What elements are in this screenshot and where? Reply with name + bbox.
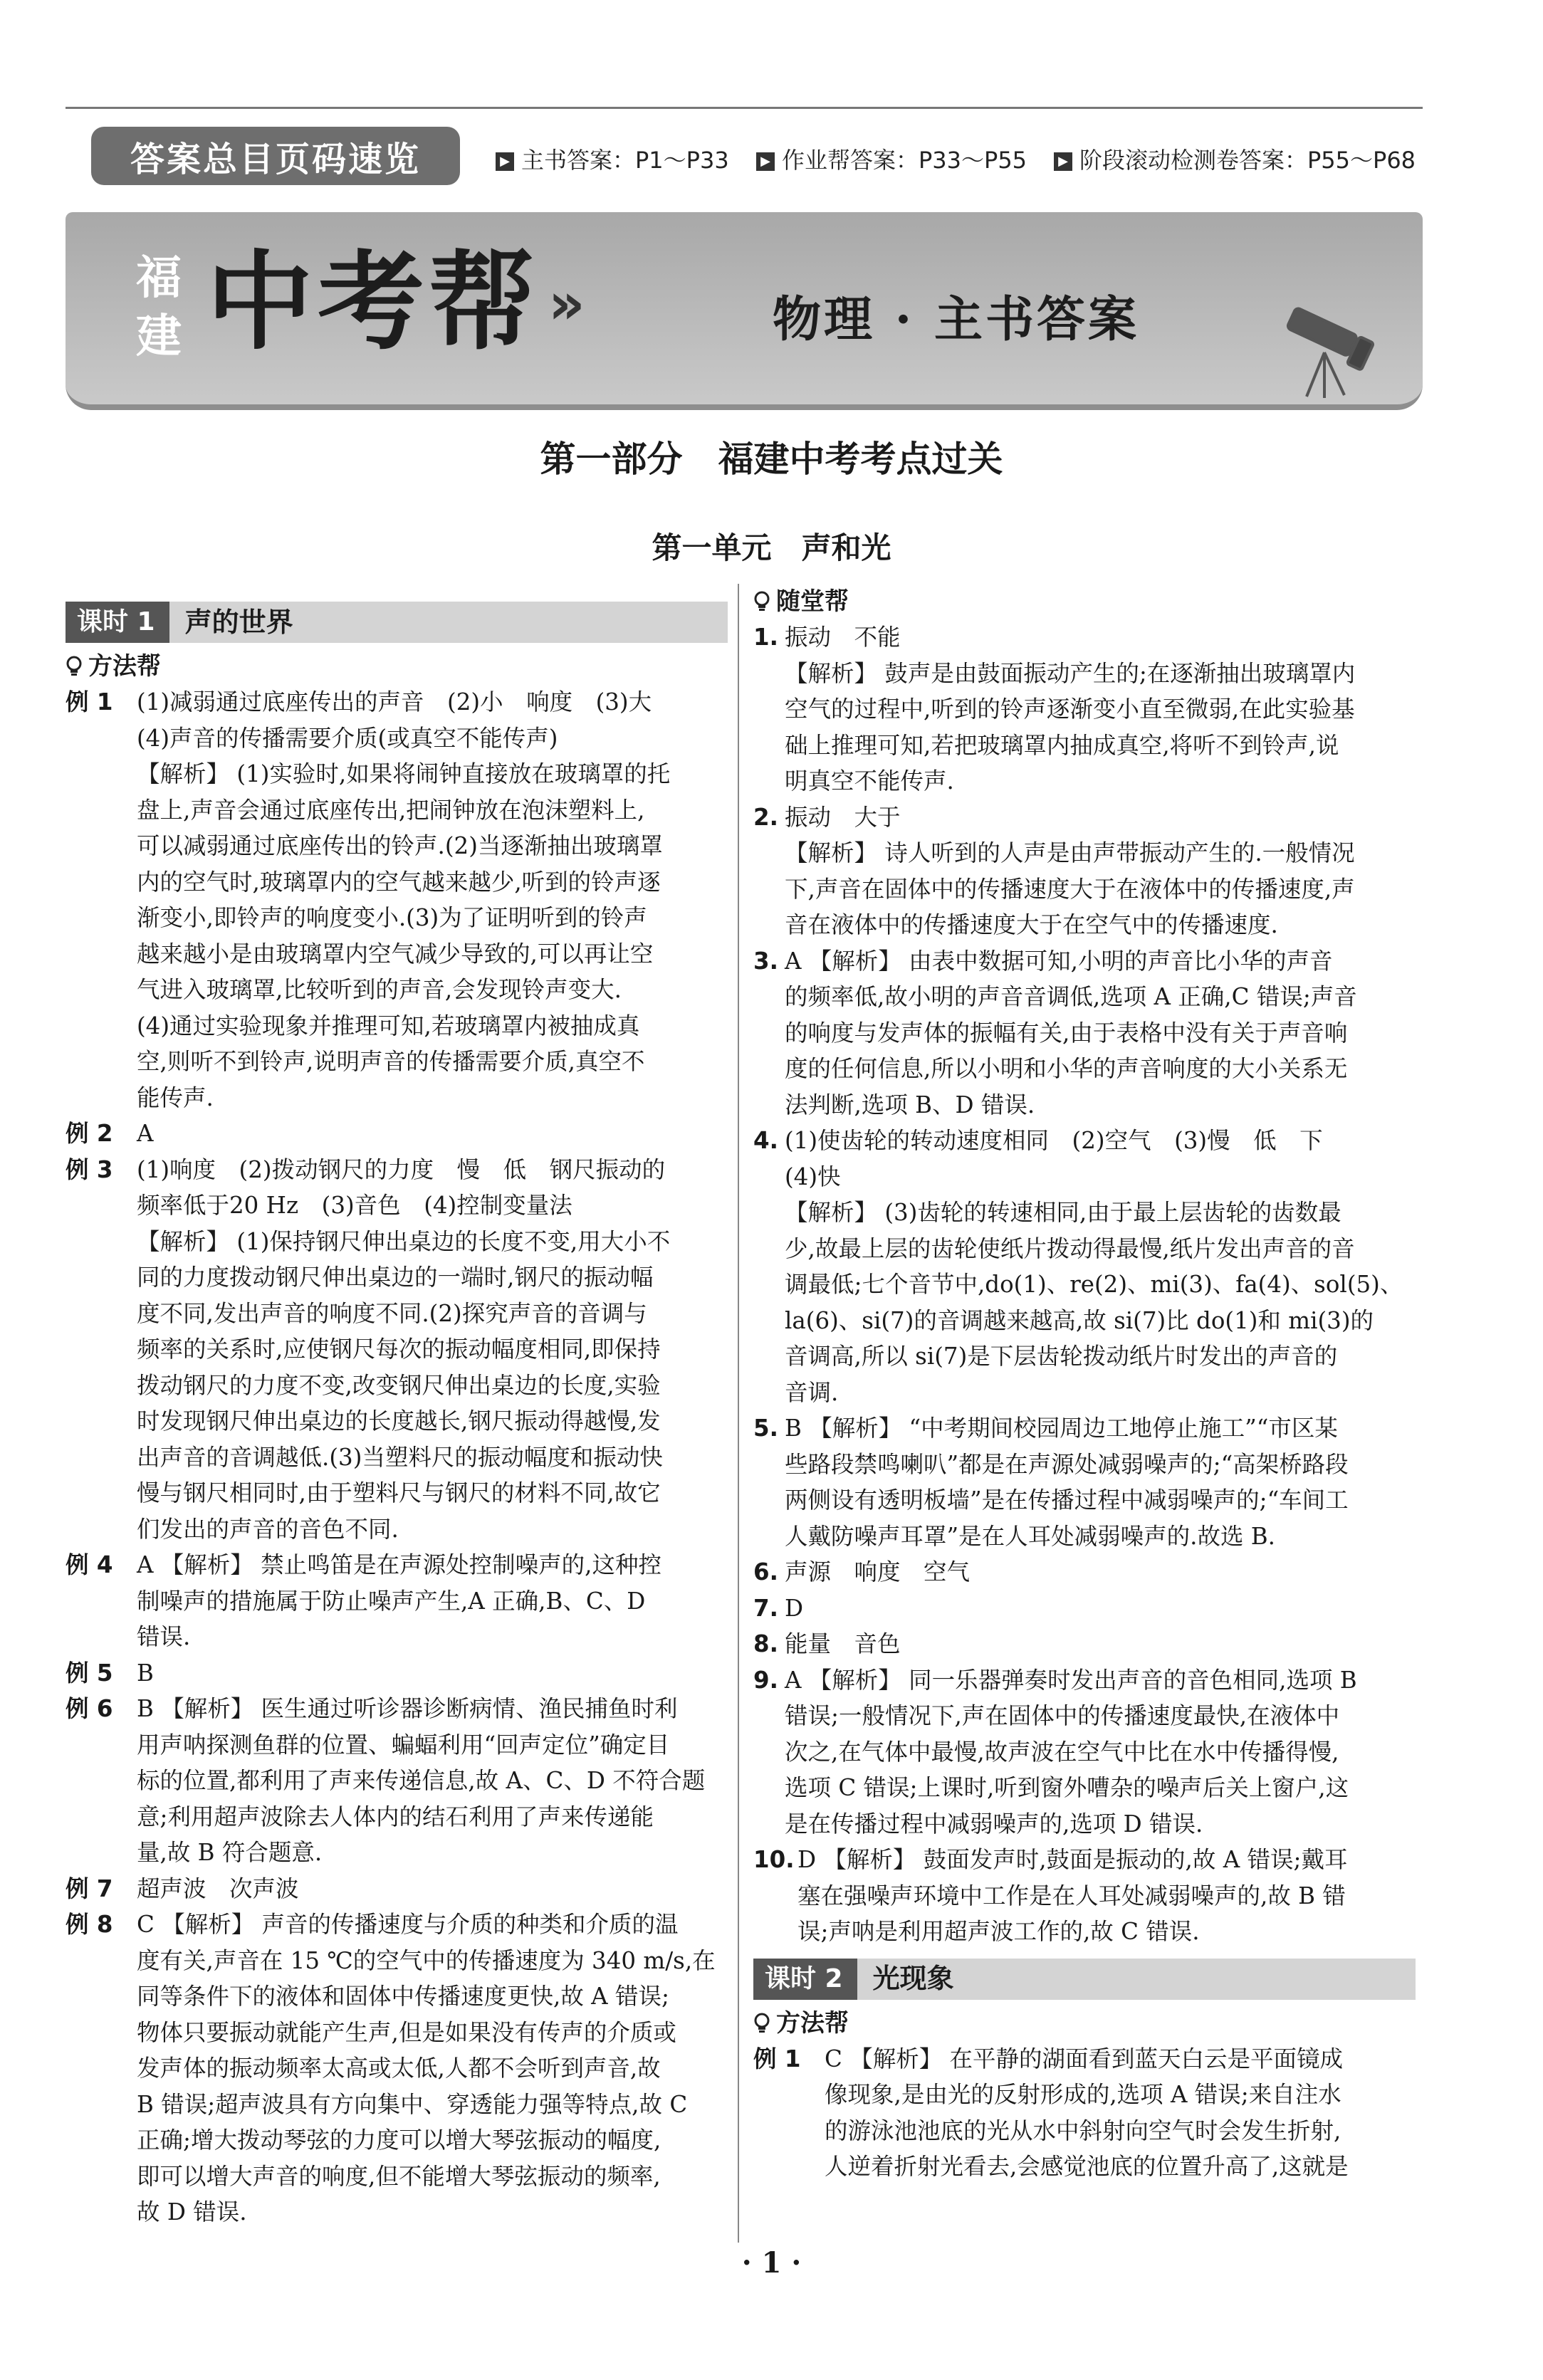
quick-link-main-book[interactable]: ▶ 主书答案：P1～P33 <box>496 142 729 175</box>
lightbulb-icon <box>753 2013 770 2034</box>
lesson-1-header <box>66 602 728 643</box>
unit-title: 第一单元 声和光 <box>652 530 891 565</box>
text-line: 空,则听不到铃声,说明声音的传播需要介质,真空不 <box>137 1048 645 1075</box>
text-line: 同的力度拨动钢尺伸出桌边的一端时,钢尺的振动幅 <box>137 1264 654 1291</box>
text-line: 度不同,发出声音的响度不同.(2)探究声音的音调与 <box>137 1299 647 1327</box>
text-line: 【解析】 诗人听到的人声是由声带振动产生的.一般情况 <box>785 839 1355 866</box>
text-line: 标的位置,都利用了声来传递信息,故 A、C、D 不符合题 <box>137 1767 706 1794</box>
text-line: 的频率低,故小明的声音音调低,选项 A 正确,C 错误;声音 <box>785 983 1357 1010</box>
text-line: 的游泳池池底的光从水中斜射向空气时会发生折射, <box>825 2117 1341 2144</box>
text-line: 即可以增大声音的响度,但不能增大琴弦振动的频率, <box>137 2162 661 2190</box>
lesson-name: 光现象 <box>872 1963 954 1995</box>
text-line: 同等条件下的液体和固体中传播速度更快,故 A 错误; <box>137 1983 669 2010</box>
answer-body <box>785 1590 1416 1627</box>
text-line: 用声呐探测鱼群的位置、蝙蝠利用“回声定位”确定目 <box>137 1731 670 1758</box>
text-line: A 【解析】 由表中数据可知,小明的声音比小华的声音 <box>785 947 1333 975</box>
text-line: 频率的关系时,应使钢尺每次的振动幅度相同,即保持 <box>137 1336 661 1363</box>
text-line: 度有关,声音在 15 ℃的空气中的传播速度为 340 m/s,在 <box>137 1946 716 1974</box>
text-line: (4)通过实验现象并推理可知,若玻璃罩内被抽成真 <box>137 1012 640 1039</box>
column-divider <box>738 584 739 2243</box>
answer-body <box>785 800 1416 836</box>
text-line: 像现象,是由光的反射形成的,选项 A 错误;来自注水 <box>825 2081 1341 2108</box>
text-line: 【解析】 鼓声是由鼓面振动产生的;在逐渐抽出玻璃罩内 <box>785 659 1356 687</box>
left-column <box>66 602 728 2230</box>
method-section-heading: 方法帮 <box>66 649 728 684</box>
answer-body <box>797 1842 1416 1950</box>
text-line: 调最低;七个音节中,do(1)、re(2)、mi(3)、fa(4)、sol(5)、 <box>785 1271 1403 1298</box>
text-line: 人戴防噪声耳罩”是在人耳处减弱噪声的.故选 B. <box>785 1522 1275 1550</box>
example-item <box>753 2041 1416 2185</box>
text-line: (4)快 <box>785 1163 841 1190</box>
text-line: la(6)、si(7)的音调越来越高,故 si(7)比 do(1)和 mi(3)的 <box>785 1306 1374 1334</box>
text-line: (1)减弱通过底座传出的声音 (2)小 响度 (3)大 <box>137 688 652 715</box>
text-line: 【解析】 (1)实验时,如果将闹钟直接放在玻璃罩的托 <box>137 760 671 787</box>
lesson-tag: 课时 1 <box>66 602 169 643</box>
answer-body <box>137 1152 728 1224</box>
lesson-2-header <box>753 1959 1416 2000</box>
subject-title: 物理 · 主书答案 <box>773 291 1140 348</box>
text-line: 人逆着折射光看去,会感觉池底的位置升高了,这就是 <box>825 2153 1349 2180</box>
answer-item <box>753 835 1416 943</box>
text-line: 制噪声的措施属于防止噪声产生,A 正确,B、C、D <box>137 1587 646 1615</box>
right-column <box>753 584 1416 2185</box>
play-icon: ▶ <box>756 152 775 171</box>
region-label: 福 建 <box>136 252 182 363</box>
chevron-right-icon: » <box>548 271 585 337</box>
text-line: B 【解析】 “中考期间校园周边工地停止施工”“市区某 <box>785 1415 1338 1442</box>
example-item <box>66 684 728 756</box>
lesson-name: 声的世界 <box>184 606 293 638</box>
example-item <box>66 756 728 1116</box>
text-line: 出声音的音调越低.(3)当塑料尺的振动幅度和振动快 <box>137 1443 663 1471</box>
example-item <box>66 1907 728 2230</box>
example-label: 例 6 <box>66 1695 113 1722</box>
text-line: 法判断,选项 B、D 错误. <box>785 1091 1035 1118</box>
top-rule <box>66 107 1423 109</box>
answer-body <box>785 1662 1416 1842</box>
text-line: 空气的过程中,听到的铃声逐渐变小直至微弱,在此实验基 <box>785 696 1355 723</box>
brand-logo: 中考帮 <box>206 241 540 365</box>
text-line: 时发现钢尺伸出桌边的长度越长,钢尺振动得越慢,发 <box>137 1407 661 1435</box>
text-line: 故 D 错误. <box>137 2198 247 2226</box>
text-line: B <box>137 1659 154 1687</box>
text-line: 振动 不能 <box>785 624 901 651</box>
example-label: 例 5 <box>66 1659 113 1687</box>
example-item <box>66 1152 728 1224</box>
question-number: 3. <box>753 947 778 975</box>
method-section-heading: 方法帮 <box>753 2006 1416 2041</box>
text-line: 些路段禁鸣喇叭”都是在声源处减弱噪声的;“高架桥路段 <box>785 1450 1349 1478</box>
text-line: 渐变小,即铃声的响度变小.(3)为了证明听到的铃声 <box>137 904 647 931</box>
text-line: 础上推理可知,若把玻璃罩内抽成真空,将听不到铃声,说 <box>785 731 1339 759</box>
answer-index-badge: 答案总目页码速览 <box>91 127 460 185</box>
text-line: 【解析】 (3)齿轮的转速相同,由于最上层齿轮的齿数最 <box>785 1199 1341 1226</box>
question-number: 7. <box>753 1594 778 1622</box>
question-number: 1. <box>753 624 778 651</box>
text-line: B 错误;超声波具有方向集中、穿透能力强等特点,故 C <box>137 2090 688 2118</box>
text-line: 下,声音在固体中的传播速度大于在液体中的传播速度,声 <box>785 875 1355 903</box>
example-label: 例 1 <box>66 688 113 715</box>
answer-body <box>137 684 728 756</box>
text-line: 【解析】 (1)保持钢尺伸出桌边的长度不变,用大小不 <box>137 1227 671 1255</box>
example-item <box>66 1224 728 1548</box>
example-item <box>66 1691 728 1871</box>
text-line: 声源 响度 空气 <box>785 1558 971 1585</box>
text-line: 明真空不能传声. <box>785 767 954 795</box>
answer-body <box>137 1116 728 1152</box>
practice-section-heading: 随堂帮 <box>753 584 1416 619</box>
text-line: 错误;一般情况下,声在固体中的传播速度最快,在液体中 <box>785 1702 1340 1729</box>
text-line: A 【解析】 同一乐器弹奏时发出声音的音色相同,选项 B <box>785 1666 1357 1694</box>
play-icon: ▶ <box>496 152 514 171</box>
answer-body <box>137 1691 728 1871</box>
answer-item <box>753 619 1416 656</box>
text-line: 意;利用超声波除去人体内的结石利用了声来传递能 <box>137 1803 654 1830</box>
example-item <box>66 1116 728 1152</box>
text-line: 正确;增大拨动琴弦的力度可以增大琴弦振动的幅度, <box>137 2127 661 2154</box>
text-line: 是在传播过程中减弱噪声的,选项 D 错误. <box>785 1810 1203 1838</box>
question-number: 8. <box>753 1630 778 1657</box>
text-line: 慢与钢尺相同时,由于塑料尺与钢尺的材料不同,故它 <box>137 1479 661 1506</box>
answer-body <box>785 943 1416 1123</box>
lightbulb-icon <box>753 591 770 612</box>
answer-body <box>785 1410 1416 1554</box>
text-line: (4)声音的传播需要介质(或真空不能传声) <box>137 724 558 752</box>
text-line: 物体只要振动就能产生声,但是如果没有传声的介质或 <box>137 2018 676 2046</box>
text-line: 塞在强噪声环境中工作是在人耳处减弱噪声的,故 B 错 <box>797 1882 1346 1909</box>
text-line: D 【解析】 鼓面发声时,鼓面是振动的,故 A 错误;戴耳 <box>797 1846 1348 1873</box>
text-line: B 【解析】 医生通过听诊器诊断病情、渔民捕鱼时利 <box>137 1695 678 1722</box>
page-number: · 1 · <box>741 2246 802 2280</box>
text-line: 们发出的声音的音色不同. <box>137 1515 399 1543</box>
answer-item <box>753 943 1416 1123</box>
text-line: 音调高,所以 si(7)是下层齿轮拨动纸片时发出的声音的 <box>785 1343 1338 1370</box>
example-label: 例 2 <box>66 1120 113 1147</box>
answer-body <box>137 1655 728 1692</box>
question-number: 10. <box>753 1846 795 1873</box>
text-line: 气进入玻璃罩,比较听到的声音,会发现铃声变大. <box>137 976 622 1003</box>
text-line: 超声波 次声波 <box>137 1875 299 1902</box>
example-label: 例 8 <box>66 1911 113 1938</box>
answer-body <box>137 1224 728 1548</box>
lightbulb-icon <box>66 656 83 677</box>
example-label: 例 1 <box>753 2045 801 2072</box>
example-label: 例 4 <box>66 1551 113 1578</box>
answer-item <box>753 1662 1416 1842</box>
text-line: 的响度与发声体的振幅有关,由于表格中没有关于声音响 <box>785 1019 1348 1047</box>
lesson-tag: 课时 2 <box>753 1959 857 2000</box>
text-line: C 【解析】 声音的传播速度与介质的种类和介质的温 <box>137 1911 679 1938</box>
answer-body <box>785 1123 1416 1195</box>
text-line: 两侧设有透明板墙”是在传播过程中减弱噪声的;“车间工 <box>785 1487 1349 1514</box>
quick-link-stage-test[interactable]: ▶ 阶段滚动检测卷答案：P55～P68 <box>1054 142 1416 175</box>
text-line: 盘上,声音会通过底座传出,把闹钟放在泡沫塑料上, <box>137 796 645 824</box>
answer-item <box>753 656 1416 800</box>
example-label: 例 7 <box>66 1875 113 1902</box>
answer-item <box>753 800 1416 836</box>
text-line: 振动 大于 <box>785 803 901 831</box>
answer-item <box>753 1626 1416 1662</box>
answer-body <box>785 656 1416 800</box>
text-line: C 【解析】 在平静的湖面看到蓝天白云是平面镜成 <box>825 2045 1344 2072</box>
text-line: (1)响度 (2)拨动钢尺的力度 慢 低 钢尺振动的 <box>137 1155 666 1183</box>
example-item <box>66 1547 728 1655</box>
text-line: D <box>785 1594 804 1622</box>
text-line: 误;声呐是利用超声波工作的,故 C 错误. <box>797 1918 1200 1945</box>
answer-item <box>753 1123 1416 1195</box>
text-line: 可以减弱通过底座传出的铃声.(2)当逐渐抽出玻璃罩 <box>137 832 663 859</box>
text-line: 错误. <box>137 1623 191 1650</box>
text-line: 内的空气时,玻璃罩内的空气越来越少,听到的铃声逐 <box>137 868 661 896</box>
answer-body <box>785 835 1416 943</box>
text-line: 度的任何信息,所以小明和小华的声音响度的大小关系无 <box>785 1055 1348 1082</box>
text-line: 量,故 B 符合题意. <box>137 1839 323 1866</box>
text-line: 拨动钢尺的力度不变,改变钢尺伸出桌边的长度,实验 <box>137 1371 661 1399</box>
text-line: 能传声. <box>137 1084 214 1111</box>
answer-body <box>137 1907 728 2230</box>
text-line: 频率低于20 Hz (3)音色 (4)控制变量法 <box>137 1192 572 1219</box>
telescope-icon <box>1275 303 1381 402</box>
question-number: 4. <box>753 1127 778 1154</box>
question-number: 6. <box>753 1558 778 1585</box>
text-line: A 【解析】 禁止鸣笛是在声源处控制噪声的,这种控 <box>137 1551 661 1578</box>
text-line: 次之,在气体中最慢,故声波在空气中比在水中传播得慢, <box>785 1738 1339 1766</box>
answer-item <box>753 1410 1416 1554</box>
text-line: A <box>137 1120 154 1147</box>
answer-item <box>753 1195 1416 1410</box>
text-line: 音在液体中的传播速度大于在空气中的传播速度. <box>785 911 1278 938</box>
question-number: 5. <box>753 1415 778 1442</box>
answer-body <box>785 619 1416 656</box>
text-line: 能量 音色 <box>785 1630 901 1657</box>
question-number: 2. <box>753 803 778 831</box>
text-line: 越来越小是由玻璃罩内空气减少导致的,可以再让空 <box>137 940 654 968</box>
text-line: 音调. <box>785 1378 839 1406</box>
text-line: 少,故最上层的齿轮使纸片拨动得最慢,纸片发出声音的音 <box>785 1234 1355 1262</box>
answer-body <box>785 1626 1416 1662</box>
question-number: 9. <box>753 1666 778 1694</box>
answer-item <box>753 1842 1416 1950</box>
quick-link-homework[interactable]: ▶ 作业帮答案：P33～P55 <box>756 142 1027 175</box>
example-list <box>66 684 728 2230</box>
example-label: 例 3 <box>66 1155 113 1183</box>
answer-item <box>753 1554 1416 1590</box>
text-line: (1)使齿轮的转动速度相同 (2)空气 (3)慢 低 下 <box>785 1127 1323 1154</box>
answer-body <box>785 1195 1416 1410</box>
answer-body <box>785 1554 1416 1590</box>
text-line: 发声体的振动频率太高或太低,人都不会听到声音,故 <box>137 2055 661 2082</box>
answer-body <box>137 1547 728 1655</box>
part-title: 第一部分 福建中考考点过关 <box>540 439 1003 480</box>
example-body <box>825 2041 1416 2185</box>
answer-item <box>753 1590 1416 1627</box>
text-line: 选项 C 错误;上课时,听到窗外嘈杂的噪声后关上窗户,这 <box>785 1774 1349 1801</box>
example-item <box>66 1655 728 1692</box>
answer-body <box>137 756 728 1116</box>
play-icon: ▶ <box>1054 152 1072 171</box>
answer-body <box>137 1871 728 1907</box>
answer-list <box>753 619 1416 1950</box>
example-item <box>66 1871 728 1907</box>
